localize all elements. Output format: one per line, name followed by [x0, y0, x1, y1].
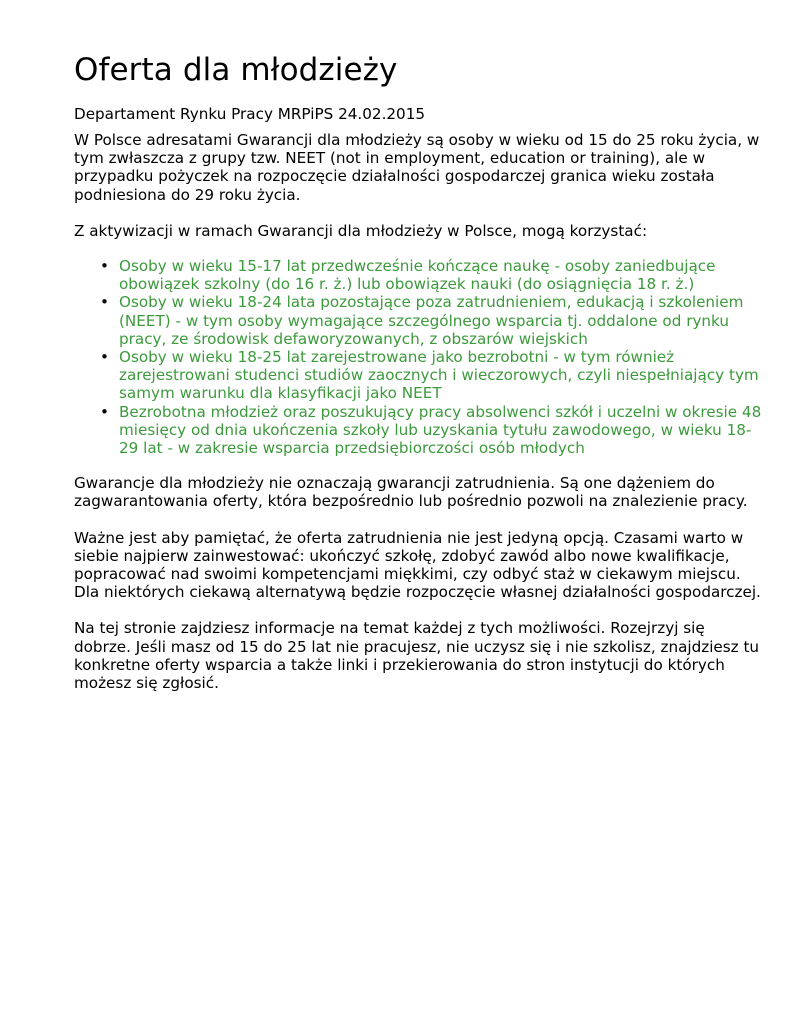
bullet-icon: • [100, 257, 109, 276]
intro-paragraph: W Polsce adresatami Gwarancji dla młodzieży są osoby w wieku od 15 do 25 roku życia, w tym zwłaszcza z grupy tzw. NEET (not in employment, education or training), ale w przypadku pożyczek na rozpoczęcie działalności gospodarczej granica wieku została podniesiona do 29 roku życia. [74, 131, 760, 204]
list-item-text: Osoby w wieku 15-17 lat przedwcześnie kończące naukę - osoby zaniedbujące obowiązek szkolny (do 16 r. ż.) lub obowiązek nauki (do osiągnięcia 18 r. ż.) [119, 257, 716, 294]
list-item-text: Bezrobotna młodzież oraz poszukujący pracy absolwenci szkół i uczelni w okresie 48 miesięcy od dnia ukończenia szkoły lub uzyskania tytułu zawodowego, w wieku 18-29 lat - w zakresie wsparcia przedsiębiorczości osób młodych [119, 402, 762, 458]
list-item [100, 348, 764, 403]
bullet-icon: • [100, 293, 109, 312]
list-item [100, 402, 764, 458]
list-item-text: Osoby w wieku 18-25 lat zarejestrowane jako bezrobotni - w tym również zarejestrowani studenci studiów zaocznych i wieczorowych, czyli niespełniający tym samym warunku dla klasyfikacji jako NEET [119, 348, 759, 403]
document-subtitle: Departament Rynku Pracy MRPiPS 24.02.2015 [74, 105, 426, 123]
list-item-text: Osoby w wieku 18-24 lata pozostające poza zatrudnieniem, edukacją i szkoleniem (NEET) - w tym osoby wymagające szczególnego wsparcia tj. oddalone od rynku pracy, ze środowisk defaworyzowanych, z obszarów wiejskich [119, 293, 744, 348]
bullet-icon: • [100, 348, 109, 367]
eligibility-list [74, 257, 764, 457]
closing-paragraph: Na tej stronie zajdziesz informacje na temat każdej z tych możliwości. Rozejrzyj się dobrze. Jeśli masz od 15 do 25 lat nie pracujesz, nie uczysz się i nie szkolisz, znajdziesz tu konkretne oferty wsparcia a także linki i przekierowania do stron instytucji do których możesz się zgłosić. [74, 619, 760, 693]
page-title: Oferta dla młodzieży [74, 52, 398, 88]
guarantee-paragraph: Gwarancje dla młodzieży nie oznaczają gwarancji zatrudnienia. Są one dążeniem do zagwarantowania oferty, która bezpośrednio lub pośrednio pozwoli na znalezienie pracy. [74, 474, 748, 511]
list-intro-paragraph: Z aktywizacji w ramach Gwarancji dla młodzieży w Polsce, mogą korzystać: [74, 221, 648, 240]
list-item [100, 257, 764, 294]
important-paragraph: Ważne jest aby pamiętać, że oferta zatrudnienia nie jest jedyną opcją. Czasami warto w siebie najpierw zainwestować: ukończyć szkołę, zdobyć zawód albo nowe kwalifikacje, popracować nad swoimi kompetencjami miękkimi, czy odbyć staż w ciekawym miejscu. Dla niektórych ciekawą alternatywą będzie rozpoczęcie własnej działalności gospodarczej. [74, 528, 761, 602]
document-page [74, 50, 764, 692]
bullet-icon: • [100, 402, 109, 421]
list-item [100, 293, 764, 348]
